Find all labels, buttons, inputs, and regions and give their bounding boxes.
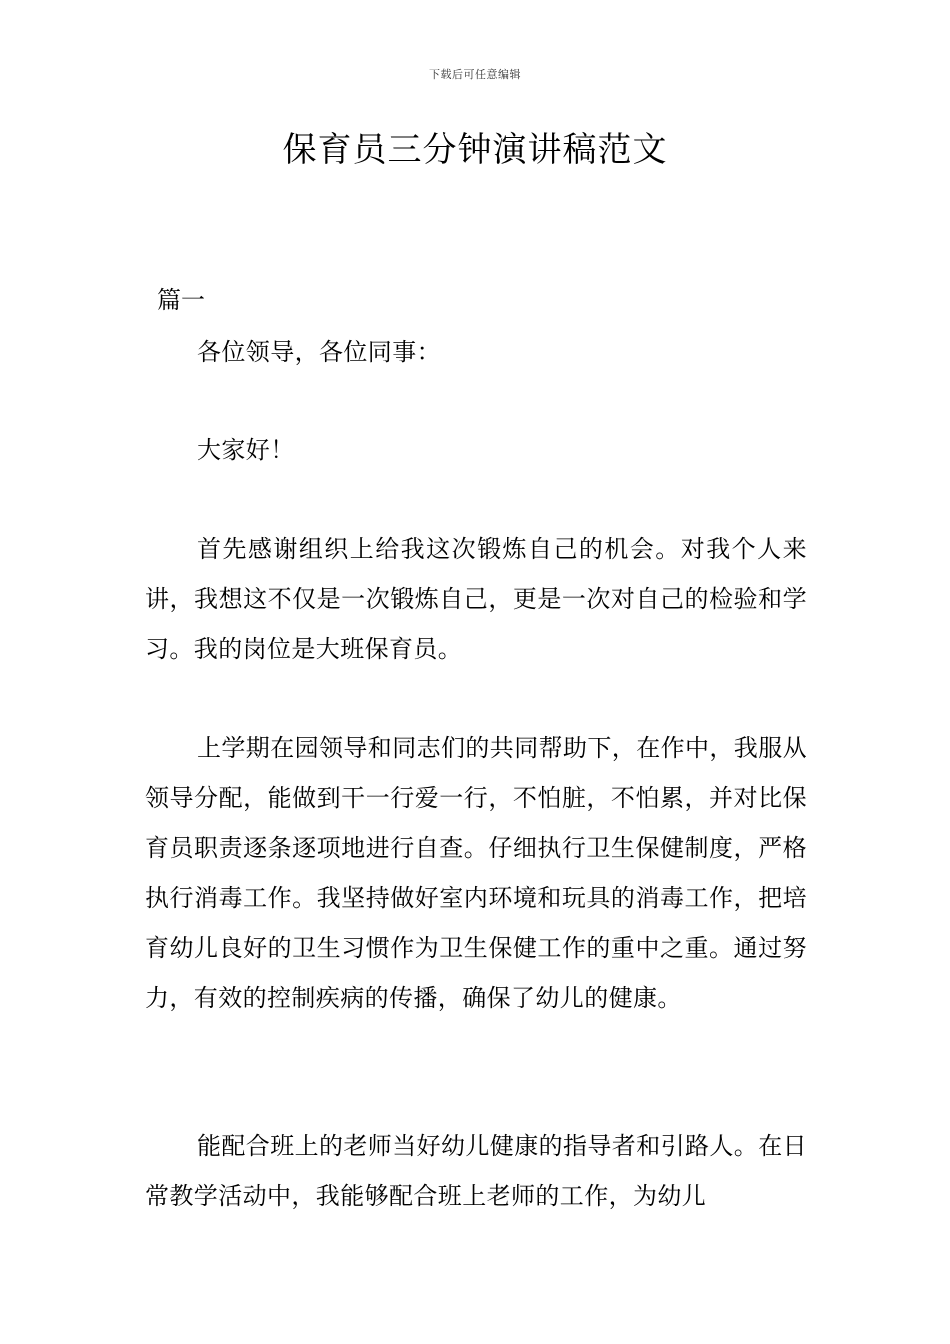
paragraph-greeting: 大家好！: [197, 436, 295, 464]
header-note: 下载后可任意编辑: [429, 68, 521, 81]
paragraph-intro: 首先感谢组织上给我这次锻炼自己的机会。对我个人来讲，我想这不仅是一次锻炼自己，更是一次对自己的检验和学习。我的岗位是大班保育员。: [145, 535, 807, 663]
section-label: 篇一: [157, 286, 205, 314]
document-title: 保育员三分钟演讲稿范文: [282, 130, 668, 170]
paragraph-work-summary: 上学期在园领导和同志们的共同帮助下，在作中，我服从领导分配，能做到干一行爱一行，不怕脏，不怕累，并对比保育员职责逐条逐项地进行自查。仔细执行卫生保健制度，严格执行消毒工作。我坚持做好室内环境和玩具的消毒工作，把培育幼儿良好的卫生习惯作为卫生保健工作的重中之重。通过努力，有效的控制疾病的传播，确保了幼儿的健康。: [145, 734, 807, 1012]
paragraph-salutation: 各位领导，各位同事：: [197, 338, 441, 366]
paragraph-cooperation: 能配合班上的老师当好幼儿健康的指导者和引路人。在日常教学活动中，我能够配合班上老师的工作，为幼儿: [145, 1132, 807, 1210]
